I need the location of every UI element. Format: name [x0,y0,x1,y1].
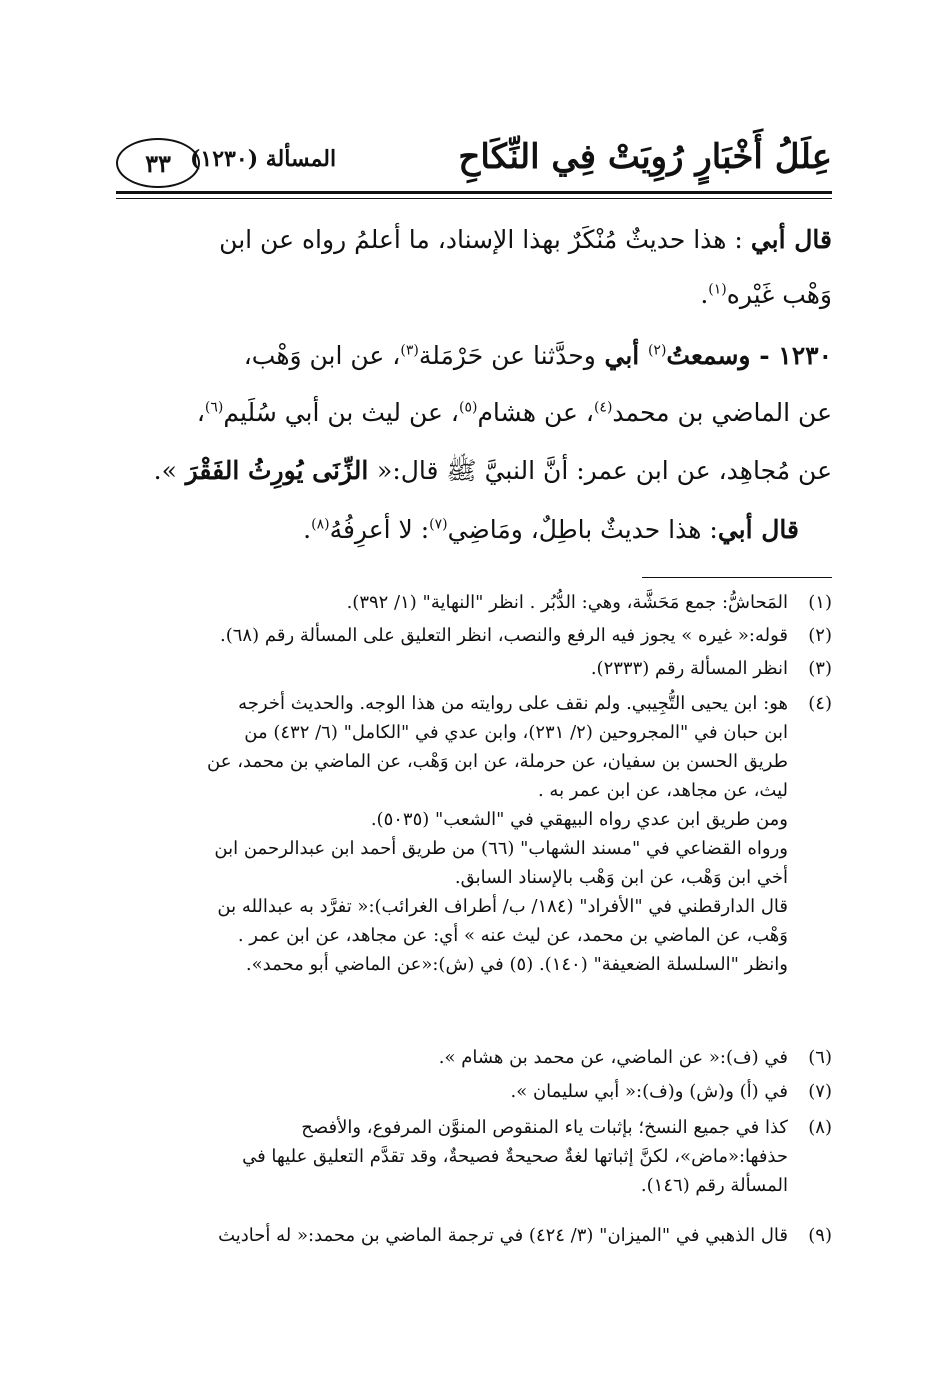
footnote-number: (٩) [808,1225,832,1246]
main-text: ». [153,456,177,485]
speaker-label: قال أبي [750,225,832,254]
footnote-ref: (٢) [647,342,667,359]
footnote [112,588,832,617]
footnote-separator [642,577,832,578]
footnote-number: (٤) [808,693,832,714]
footnote [112,1043,832,1072]
footnote-number: (٨) [808,1117,832,1138]
footnote [112,1221,832,1250]
book-title: عِلَلُ أَخْبَارٍ رُوِيَتْ فِي النِّكَاحِ [458,137,832,177]
footnote-ref: (٦) [204,399,224,416]
main-text: عن مُجاهِد، عن ابن عمر: أنَّ النبيَّ ﷺ قال:« [377,456,832,485]
footnote [112,1113,832,1200]
main-text: ، عن هشام [477,398,594,427]
footnote-ref: (٨) [311,516,330,533]
footnote-line: أخي ابن وَهْب، عن ابن وَهْب بالإسناد السابق. [454,867,788,888]
footnote-line: قال الذهبي في "الميزان" (٣/ ٤٢٤) في ترجمة الماضي بن محمد:« له أحاديث [218,1225,788,1246]
footnote-line: في (ف):« عن الماضي، عن محمد بن هشام ». [438,1047,788,1068]
footnote-line: هو: ابن يحيى التُّجِيبي. ولم نقف على روايته من هذا الوجه. والحديث أخرجه [238,693,788,714]
footnote [112,1077,832,1106]
footnote-number: (٦) [808,1047,832,1068]
header-rule-thick [116,191,832,194]
main-text: : لا أعرِفُهُ [329,515,430,544]
footnote-line: ابن حبان في "المجروحين (٢/ ٢٣١)، وابن عدي في "الكامل" (٦/ ٤٣٢) من [244,722,788,743]
footnote-line: ورواه القضاعي في "مسند الشهاب" (٦٦) من طريق أحمد ابن عبدالرحمن ابن [214,838,788,859]
main-text: وحدَّثنا عن حَرْمَلة [418,341,596,370]
footnote-number: (٣) [808,658,832,679]
footnote [112,654,832,683]
footnote-line: قال الدارقطني في "الأفراد" (١٨٤/ ب/ أطراف الغرائب):« تفرَّد به عبدالله بن [217,896,788,917]
main-line-4 [197,398,832,427]
main-line-2 [700,280,832,309]
main-text: ، عن ابن وَهْب، [243,341,401,370]
footnote-number: (١) [808,592,832,613]
footnote-line: في (أ) و(ش) و(ف):« أبي سليمان ». [510,1081,788,1102]
footnote-ref: (١) [708,281,727,298]
footnote-ref: (٣) [400,342,419,359]
issue-number: ١٢٣٠ - وسمعتُ [666,341,832,370]
footnote-line: ومن طريق ابن عدي رواه البيهقي في "الشعب" (٥٠٣٥). [370,809,788,830]
main-text: ، [196,398,205,427]
speaker-label: قال أبي [717,515,799,544]
footnote-line: طريق الحسن بن سفيان، عن حرملة، عن ابن وَهْب، عن الماضي بن محمد، عن [207,751,788,772]
footnote-line: المَحاشُّ: جمع مَحَشَّة، وهي: الدُّبُر . انظر "النهاية" (١/ ٣٩٢). [346,592,788,613]
footnote-ref: (٧) [429,516,448,533]
footnote-line: كذا في جميع النسخ؛ بإثبات ياء المنقوص المنوَّن المرفوع، والأفصح [301,1117,788,1138]
issue-label: المسألة (١٢٣٠) [190,146,337,172]
main-line-3 [244,341,832,370]
main-text: : هذا حديثٌ مُنْكَرٌ بهذا الإسناد، ما أعلمُ رواه عن ابن [219,225,751,254]
speaker-label: أبي [595,341,648,370]
footnote-line: حذفها:«ماض»، لكنَّ إثباتها لغةٌ صحيحةٌ فصيحةٌ، وقد تقدَّم التعليق عليها في [242,1146,788,1167]
footnote-line: المسألة رقم (١٤٦). [640,1175,788,1196]
footnote-line: وَهْب، عن الماضي بن محمد، عن ليث عنه » أي: عن مجاهد، عن ابن عمر . [237,925,788,946]
footnote-line: ليث، عن مجاهد، عن ابن عمر به . [537,780,788,801]
footnote-line: انظر المسألة رقم (٢٣٣٣). [590,658,788,679]
main-line-6 [303,515,799,544]
main-text: . [303,515,312,544]
main-text: ، عن ليث بن أبي سُلَيم [223,398,459,427]
footnote-line: وانظر "السلسلة الضعيفة" (١٤٠). (٥) في (ش):«عن الماضي أبو محمد». [245,954,788,975]
footnote [112,621,832,650]
main-text: وَهْب غَيْره [726,280,832,309]
footnote-number: (٧) [808,1081,832,1102]
main-line-1 [219,225,832,254]
main-text: . [700,280,709,309]
footnote [112,689,832,979]
main-line-5 [154,455,832,492]
hadith-text: الزِّنَى يُورِثُ الفَقْرَ [176,456,378,485]
footnote-number: (٢) [808,625,832,646]
footnote-ref: (٤) [593,399,613,416]
footnote-line: قوله:« غيره » يجوز فيه الرفع والنصب، انظر التعليق على المسألة رقم (٦٨). [220,625,788,646]
header-rule-thin [116,198,832,199]
main-text: : هذا حديثٌ باطِلٌ، ومَاضِي [447,515,718,544]
page-number: ٣٣ [116,138,200,188]
footnote-ref: (٥) [458,399,478,416]
main-text: عن الماضي بن محمد [612,398,832,427]
